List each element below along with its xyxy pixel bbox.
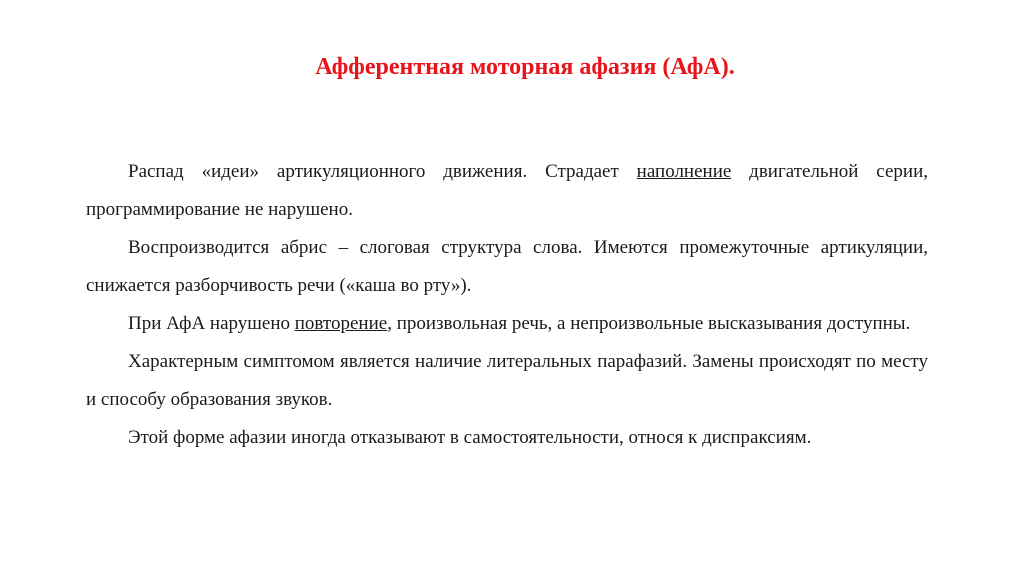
paragraph-2: [86, 229, 928, 305]
paragraph-4-text: Характерным симптомом является наличие литеральных парафазий. Замены происходят по месту и способу образования звуков.: [86, 351, 928, 410]
paragraph-3-text-end: , произвольная речь, а непроизвольные высказывания доступны.: [387, 313, 911, 334]
paragraph-1-text-start: Распад «идеи» артикуляционного движения. Страдает: [128, 161, 637, 182]
paragraph-5-text: Этой форме афазии иногда отказывают в самостоятельности, относя к диспраксиям.: [128, 427, 812, 448]
paragraph-2-text: Воспроизводится абрис – слоговая структура слова. Имеются промежуточные артикуляции, снижается разборчивость речи («каша во рту»).: [86, 237, 928, 296]
paragraph-1: [86, 153, 928, 229]
paragraph-1-underlined-term: наполнение: [636, 161, 732, 182]
paragraph-3-text-start: При АфА нарушено: [128, 313, 295, 334]
paragraph-3-underlined-term: повторение: [294, 313, 388, 334]
paragraph-3: [86, 305, 928, 343]
paragraph-5: [86, 419, 928, 457]
paragraph-4: [86, 343, 928, 419]
paragraph-1-text-end: двигательной серии, программирование не нарушено.: [86, 161, 928, 220]
slide-body: [86, 153, 928, 457]
slide-title: Афферентная моторная афазия (АфА).: [315, 54, 735, 80]
